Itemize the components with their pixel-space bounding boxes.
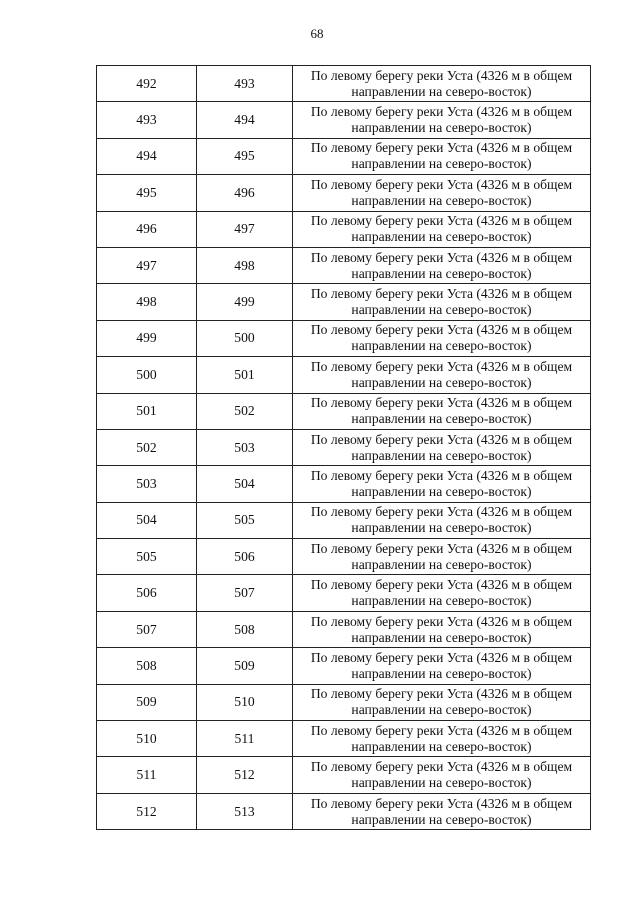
point-to-cell: 495 xyxy=(197,138,293,174)
table-row xyxy=(97,102,591,138)
table-row xyxy=(97,757,591,793)
point-to-cell: 509 xyxy=(197,648,293,684)
table-row xyxy=(97,502,591,538)
boundary-description-cell xyxy=(293,66,591,102)
table-row xyxy=(97,793,591,829)
boundary-description-cell xyxy=(293,757,591,793)
description-line-2: направлении на северо-восток) xyxy=(351,120,532,136)
description-line-1: По левому берегу реки Уста (4326 м в общем xyxy=(310,176,573,192)
description-line-2: направлении на северо-восток) xyxy=(351,83,532,99)
point-from-cell: 493 xyxy=(97,102,197,138)
description-line-2: направлении на северо-восток) xyxy=(351,811,532,827)
description-line-1: По левому берегу реки Уста (4326 м в общем xyxy=(310,140,573,156)
point-to-cell: 508 xyxy=(197,611,293,647)
point-from-cell: 494 xyxy=(97,138,197,174)
boundary-description-cell xyxy=(293,466,591,502)
point-to-cell: 496 xyxy=(197,175,293,211)
point-from-cell: 507 xyxy=(97,611,197,647)
point-from-cell: 499 xyxy=(97,320,197,356)
description-line-2: направлении на северо-восток) xyxy=(351,411,532,427)
description-line-2: направлении на северо-восток) xyxy=(351,265,532,281)
description-line-1: По левому берегу реки Уста (4326 м в общем xyxy=(310,467,573,483)
description-line-2: направлении на северо-восток) xyxy=(351,738,532,754)
point-to-cell: 503 xyxy=(197,429,293,465)
point-to-cell: 502 xyxy=(197,393,293,429)
point-from-cell: 510 xyxy=(97,721,197,757)
point-from-cell: 506 xyxy=(97,575,197,611)
description-line-1: По левому берегу реки Уста (4326 м в общем xyxy=(310,722,573,738)
table-row xyxy=(97,611,591,647)
boundary-description-cell xyxy=(293,138,591,174)
table-row xyxy=(97,247,591,283)
table-row xyxy=(97,721,591,757)
boundary-description-cell xyxy=(293,539,591,575)
description-line-1: По левому берегу реки Уста (4326 м в общем xyxy=(310,431,573,447)
point-from-cell: 512 xyxy=(97,793,197,829)
point-from-cell: 501 xyxy=(97,393,197,429)
description-line-2: направлении на северо-восток) xyxy=(351,302,532,318)
description-line-1: По левому берегу реки Уста (4326 м в общем xyxy=(310,213,573,229)
table-row xyxy=(97,320,591,356)
table-row xyxy=(97,393,591,429)
description-line-1: По левому берегу реки Уста (4326 м в общем xyxy=(310,540,573,556)
boundary-description-cell xyxy=(293,102,591,138)
point-to-cell: 499 xyxy=(197,284,293,320)
point-to-cell: 510 xyxy=(197,684,293,720)
table-body xyxy=(97,66,591,830)
description-line-2: направлении на северо-восток) xyxy=(351,374,532,390)
table-row xyxy=(97,429,591,465)
description-line-1: По левому берегу реки Уста (4326 м в общем xyxy=(310,795,573,811)
table-row xyxy=(97,539,591,575)
point-to-cell: 497 xyxy=(197,211,293,247)
table-row xyxy=(97,466,591,502)
table-row xyxy=(97,684,591,720)
point-from-cell: 505 xyxy=(97,539,197,575)
point-from-cell: 500 xyxy=(97,357,197,393)
table-row xyxy=(97,175,591,211)
boundary-description-cell xyxy=(293,175,591,211)
boundary-description-cell xyxy=(293,502,591,538)
description-line-1: По левому берегу реки Уста (4326 м в общем xyxy=(310,104,573,120)
point-to-cell: 500 xyxy=(197,320,293,356)
boundary-table xyxy=(96,65,591,830)
point-to-cell: 506 xyxy=(197,539,293,575)
boundary-description-cell xyxy=(293,284,591,320)
point-from-cell: 503 xyxy=(97,466,197,502)
point-to-cell: 494 xyxy=(197,102,293,138)
boundary-description-cell xyxy=(293,320,591,356)
boundary-description-cell xyxy=(293,793,591,829)
boundary-description-cell xyxy=(293,357,591,393)
point-from-cell: 498 xyxy=(97,284,197,320)
description-line-1: По левому берегу реки Уста (4326 м в общем xyxy=(310,358,573,374)
description-line-1: По левому берегу реки Уста (4326 м в общем xyxy=(310,577,573,593)
description-line-2: направлении на северо-восток) xyxy=(351,229,532,245)
point-to-cell: 513 xyxy=(197,793,293,829)
point-from-cell: 508 xyxy=(97,648,197,684)
point-to-cell: 498 xyxy=(197,247,293,283)
boundary-description-cell xyxy=(293,611,591,647)
point-from-cell: 496 xyxy=(97,211,197,247)
point-to-cell: 511 xyxy=(197,721,293,757)
point-to-cell: 505 xyxy=(197,502,293,538)
point-to-cell: 493 xyxy=(197,66,293,102)
description-line-2: направлении на северо-восток) xyxy=(351,775,532,791)
table-row xyxy=(97,211,591,247)
boundary-description-cell xyxy=(293,393,591,429)
description-line-2: направлении на северо-восток) xyxy=(351,447,532,463)
description-line-1: По левому берегу реки Уста (4326 м в общем xyxy=(310,286,573,302)
table-row xyxy=(97,66,591,102)
table-row xyxy=(97,357,591,393)
description-line-2: направлении на северо-восток) xyxy=(351,156,532,172)
description-line-2: направлении на северо-восток) xyxy=(351,520,532,536)
description-line-2: направлении на северо-восток) xyxy=(351,192,532,208)
point-to-cell: 512 xyxy=(197,757,293,793)
description-line-2: направлении на северо-восток) xyxy=(351,483,532,499)
boundary-description-cell xyxy=(293,211,591,247)
description-line-2: направлении на северо-восток) xyxy=(351,593,532,609)
description-line-1: По левому берегу реки Уста (4326 м в общем xyxy=(310,613,573,629)
description-line-1: По левому берегу реки Уста (4326 м в общем xyxy=(310,322,573,338)
point-from-cell: 502 xyxy=(97,429,197,465)
boundary-description-cell xyxy=(293,721,591,757)
description-line-1: По левому берегу реки Уста (4326 м в общем xyxy=(310,395,573,411)
description-line-2: направлении на северо-восток) xyxy=(351,338,532,354)
point-from-cell: 495 xyxy=(97,175,197,211)
description-line-1: По левому берегу реки Уста (4326 м в общем xyxy=(310,686,573,702)
point-from-cell: 497 xyxy=(97,247,197,283)
description-line-2: направлении на северо-восток) xyxy=(351,665,532,681)
description-line-1: По левому берегу реки Уста (4326 м в общем xyxy=(310,67,573,83)
point-to-cell: 504 xyxy=(197,466,293,502)
boundary-description-cell xyxy=(293,247,591,283)
table-row xyxy=(97,284,591,320)
boundary-description-cell xyxy=(293,575,591,611)
point-from-cell: 511 xyxy=(97,757,197,793)
boundary-description-cell xyxy=(293,648,591,684)
description-line-1: По левому берегу реки Уста (4326 м в общем xyxy=(310,504,573,520)
point-to-cell: 501 xyxy=(197,357,293,393)
description-line-1: По левому берегу реки Уста (4326 м в общем xyxy=(310,759,573,775)
table-row xyxy=(97,575,591,611)
description-line-2: направлении на северо-восток) xyxy=(351,629,532,645)
point-to-cell: 507 xyxy=(197,575,293,611)
boundary-description-cell xyxy=(293,429,591,465)
point-from-cell: 492 xyxy=(97,66,197,102)
description-line-2: направлении на северо-восток) xyxy=(351,702,532,718)
description-line-2: направлении на северо-восток) xyxy=(351,556,532,572)
point-from-cell: 504 xyxy=(97,502,197,538)
page-number: 68 xyxy=(310,26,324,41)
boundary-description-cell xyxy=(293,684,591,720)
point-from-cell: 509 xyxy=(97,684,197,720)
description-line-1: По левому берегу реки Уста (4326 м в общем xyxy=(310,649,573,665)
description-line-1: По левому берегу реки Уста (4326 м в общем xyxy=(310,249,573,265)
table-row xyxy=(97,138,591,174)
table-row xyxy=(97,648,591,684)
